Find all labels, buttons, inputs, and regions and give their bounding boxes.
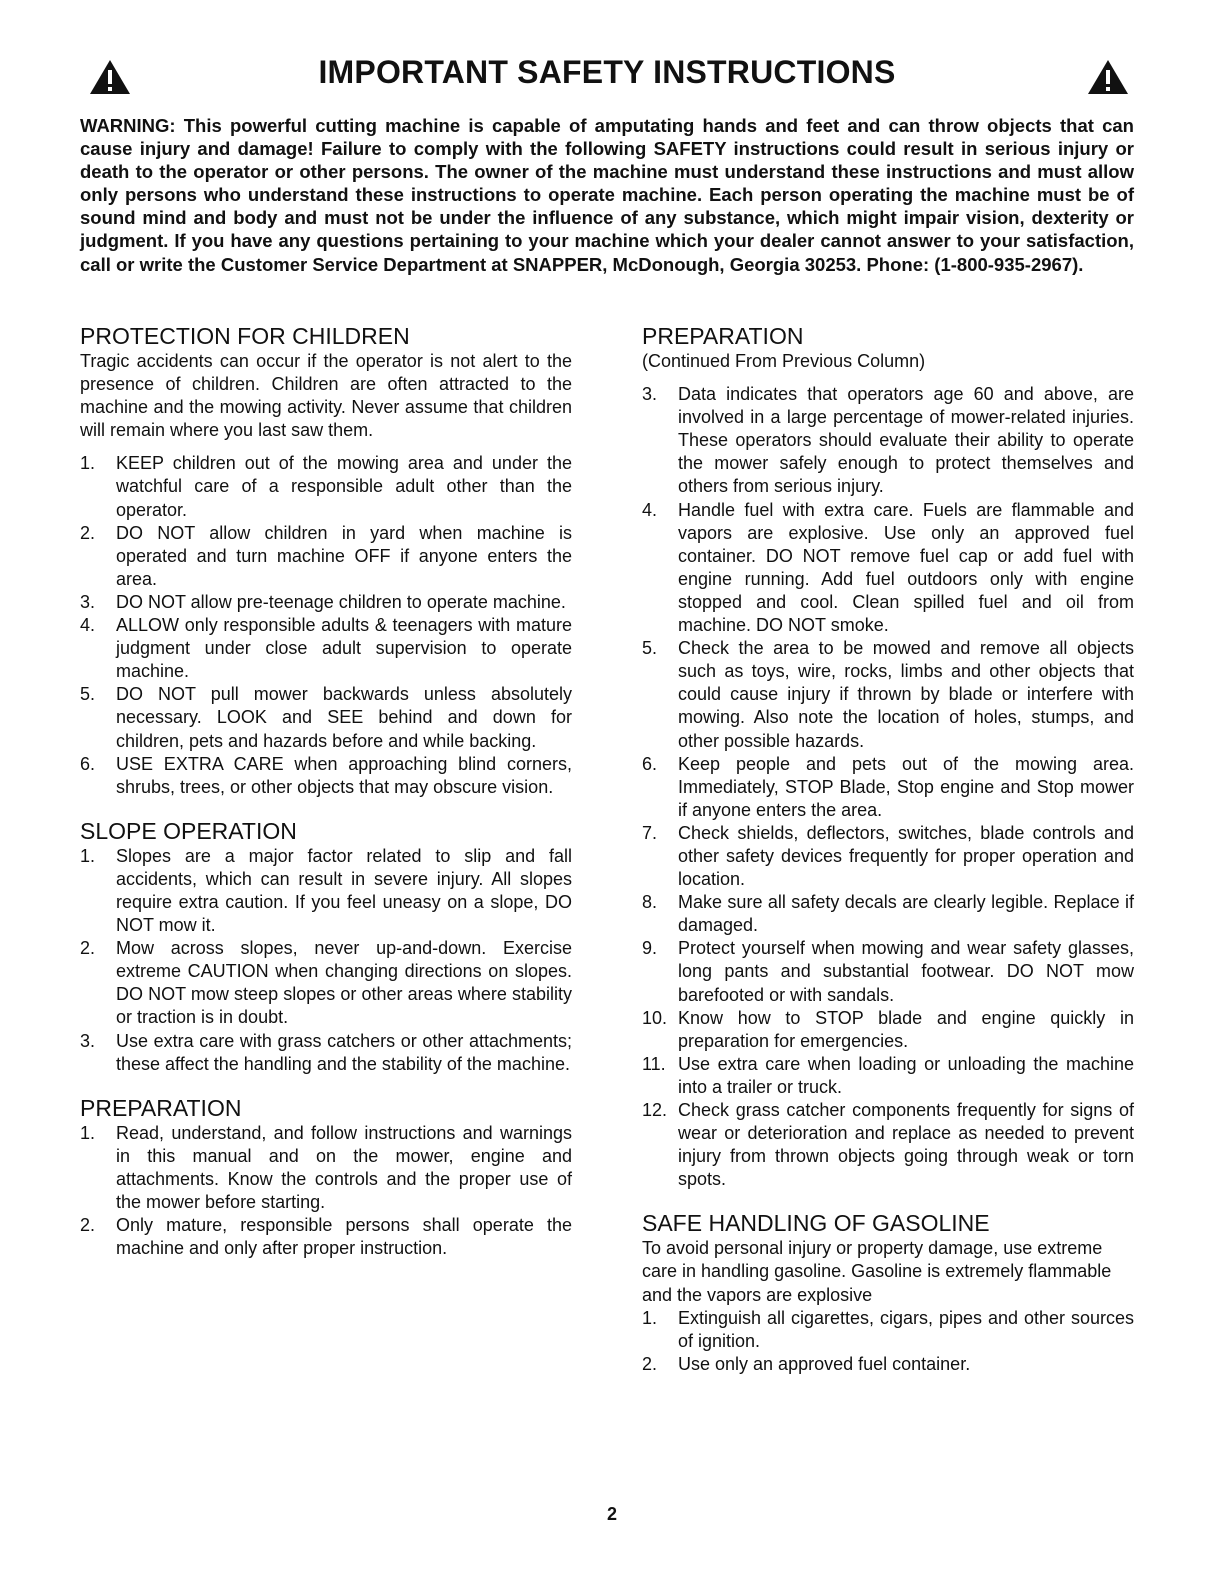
- list-item: [642, 1099, 1134, 1191]
- list-item: [80, 753, 572, 799]
- list-item: [80, 591, 572, 614]
- list-item: [642, 891, 1134, 937]
- preparation-section: [80, 1094, 572, 1261]
- item-text: Extinguish all cigarettes, cigars, pipes and other sources of ignition.: [678, 1307, 1134, 1351]
- list-item: [80, 614, 572, 683]
- item-text: USE EXTRA CARE when approaching blind corners, shrubs, trees, or other objects that may obscure vision.: [116, 753, 572, 797]
- item-number: 9.: [642, 938, 658, 959]
- item-text: KEEP children out of the mowing area and under the watchful care of a responsible adult other than the operator.: [116, 453, 572, 520]
- list-item: [80, 1030, 572, 1076]
- list-item: [642, 1007, 1134, 1053]
- list-item: [80, 1214, 572, 1260]
- section-heading: SLOPE OPERATION: [80, 817, 297, 844]
- item-number: 6.: [80, 753, 96, 774]
- section-intro: To avoid personal injury or property damage, use extreme care in handling gasoline. Gasoline is extremely flammable and the vapors are explosive: [642, 1238, 1112, 1305]
- preparation-continued-section: [642, 322, 1134, 1191]
- list-item: [642, 753, 1134, 822]
- item-number: 3.: [80, 1030, 96, 1051]
- preparation-continued-list: [642, 383, 1134, 1191]
- item-text: Read, understand, and follow instructions and warnings in this manual and on the mower, engine and attachments. Know the controls and the proper use of the mower before starting.: [116, 1122, 572, 1212]
- item-text: Make sure all safety decals are clearly legible. Replace if damaged.: [678, 892, 1134, 936]
- item-number: 11.: [642, 1053, 666, 1074]
- left-column: [80, 322, 572, 1278]
- item-text: Protect yourself when mowing and wear safety glasses, long pants and substantial footwear. DO NOT mow barefooted or with sandals.: [678, 938, 1134, 1005]
- item-number: 5.: [642, 638, 658, 659]
- list-item: [80, 522, 572, 591]
- item-text: Use extra care with grass catchers or other attachments; these affect the handling and the stability of the machine.: [116, 1030, 572, 1074]
- item-text: Only mature, responsible persons shall operate the machine and only after proper instruction.: [116, 1215, 572, 1259]
- item-text: DO NOT allow children in yard when machine is operated and turn machine OFF if anyone enters the area.: [116, 522, 572, 589]
- item-number: 8.: [642, 892, 658, 913]
- item-text: Know how to STOP blade and engine quickly in preparation for emergencies.: [678, 1007, 1134, 1051]
- item-number: 2.: [80, 938, 96, 959]
- item-number: 1.: [642, 1307, 658, 1328]
- section-intro: Tragic accidents can occur if the operator is not alert to the presence of children. Children are often attracted to the machine and the mowing activity. Never assume that children will remain where you last saw them.: [80, 351, 572, 441]
- item-number: 1.: [80, 1122, 96, 1143]
- warning-paragraph: WARNING: This powerful cutting machine is capable of amputating hands and feet and can throw objects that can cause injury and damage! Failure to comply with the following SAFETY instructions could result in serious injury or death to the operator or other persons. The owner of the machine must understand these instructions and must allow only persons who understand these instructions to operate machine. Each person operating the machine must be of sound mind and body and must not be under the influence of any substance, which might impair vision, dexterity or judgment. If you have any questions pertaining to your machine which your dealer cannot answer to your satisfaction, call or write the Customer Service Department at SNAPPER, McDonough, Georgia 30253. Phone: (1-800-935-2967).: [80, 115, 1134, 275]
- item-text: Handle fuel with extra care. Fuels are flammable and vapors are explosive. Use only an approved fuel container. DO NOT remove fuel cap or add fuel with engine running. Add fuel outdoors only with engine stopped and cool. Clean spilled fuel and oil from machine. DO NOT smoke.: [678, 499, 1134, 636]
- slope-section: [80, 817, 572, 1076]
- item-number: 5.: [80, 684, 96, 705]
- list-item: [642, 1307, 1134, 1353]
- item-number: 1.: [80, 845, 96, 866]
- continued-note: (Continued From Previous Column): [642, 351, 926, 371]
- item-text: Mow across slopes, never up-and-down. Exercise extreme CAUTION when changing directions on slopes. DO NOT mow steep slopes or other areas where stability or traction is in doubt.: [116, 938, 572, 1028]
- list-item: [80, 937, 572, 1029]
- item-number: 10.: [642, 1007, 668, 1028]
- preparation-list: [80, 1122, 572, 1261]
- list-item: [642, 1353, 1134, 1376]
- page-number: 2: [606, 1504, 617, 1524]
- list-item: [80, 683, 572, 752]
- item-text: Check grass catcher components frequently for signs of wear or deterioration and replace as needed to prevent injury from thrown objects going through weak or torn spots.: [678, 1100, 1134, 1190]
- section-heading: PREPARATION: [642, 323, 804, 349]
- item-text: Slopes are a major factor related to slip and fall accidents, which can result in severe injury. All slopes require extra caution. If you feel uneasy on a slope, DO NOT mow it.: [116, 845, 572, 936]
- list-item: [642, 499, 1134, 638]
- list-item: [80, 452, 572, 521]
- item-number: 12.: [642, 1100, 668, 1120]
- gasoline-list: [642, 1307, 1134, 1376]
- item-text: DO NOT pull mower backwards unless absolutely necessary. LOOK and SEE behind and down for children, pets and hazards before and while backing.: [116, 684, 572, 751]
- page-header: [80, 52, 1134, 100]
- item-text: Check the area to be mowed and remove all objects such as toys, wire, rocks, limbs and other objects that could cause injury if thrown by blade or interfere with mowing. Also note the location of holes, stumps, and other possible hazards.: [678, 638, 1134, 751]
- item-number: 2.: [642, 1353, 658, 1374]
- item-number: 3.: [642, 384, 658, 405]
- list-item: [642, 637, 1134, 752]
- gasoline-section: [642, 1209, 1134, 1376]
- item-number: 6.: [642, 753, 658, 774]
- warning-triangle-icon: [1086, 58, 1130, 96]
- item-text: Check shields, deflectors, switches, blade controls and other safety devices frequently for proper operation and location.: [678, 822, 1134, 890]
- item-number: 4.: [80, 615, 96, 636]
- item-number: 3.: [80, 591, 96, 612]
- item-text: ALLOW only responsible adults & teenagers with mature judgment under close adult supervision to operate machine.: [116, 615, 572, 682]
- item-number: 2.: [80, 1215, 96, 1236]
- children-list: [80, 452, 572, 798]
- section-heading: SAFE HANDLING OF GASOLINE: [642, 1210, 990, 1237]
- item-number: 4.: [642, 499, 658, 520]
- item-text: Use extra care when loading or unloading the machine into a trailer or truck.: [678, 1053, 1134, 1097]
- section-heading: PROTECTION FOR CHILDREN: [80, 323, 410, 349]
- list-item: [642, 822, 1134, 891]
- list-item: [642, 383, 1134, 498]
- list-item: [80, 1122, 572, 1214]
- list-item: [80, 845, 572, 937]
- children-section: [80, 322, 572, 799]
- item-number: 1.: [80, 453, 96, 474]
- item-text: Keep people and pets out of the mowing area. Immediately, STOP Blade, Stop engine and Stop mower if anyone enters the area.: [678, 753, 1134, 820]
- item-text: Use only an approved fuel container.: [678, 1353, 971, 1374]
- list-item: [642, 937, 1134, 1006]
- item-text: DO NOT allow pre-teenage children to operate machine.: [116, 591, 566, 612]
- right-column: [642, 322, 1134, 1394]
- item-number: 2.: [80, 522, 96, 543]
- list-item: [642, 1053, 1134, 1099]
- item-number: 7.: [642, 822, 658, 843]
- page-title: IMPORTANT SAFETY INSTRUCTIONS: [318, 54, 896, 90]
- item-text: Data indicates that operators age 60 and above, are involved in a large percentage of mower-related injuries. These operators should evaluate their ability to operate the mower safely enough to protect themselves and others from serious injury.: [678, 384, 1134, 497]
- section-heading: PREPARATION: [80, 1094, 242, 1121]
- slope-list: [80, 845, 572, 1076]
